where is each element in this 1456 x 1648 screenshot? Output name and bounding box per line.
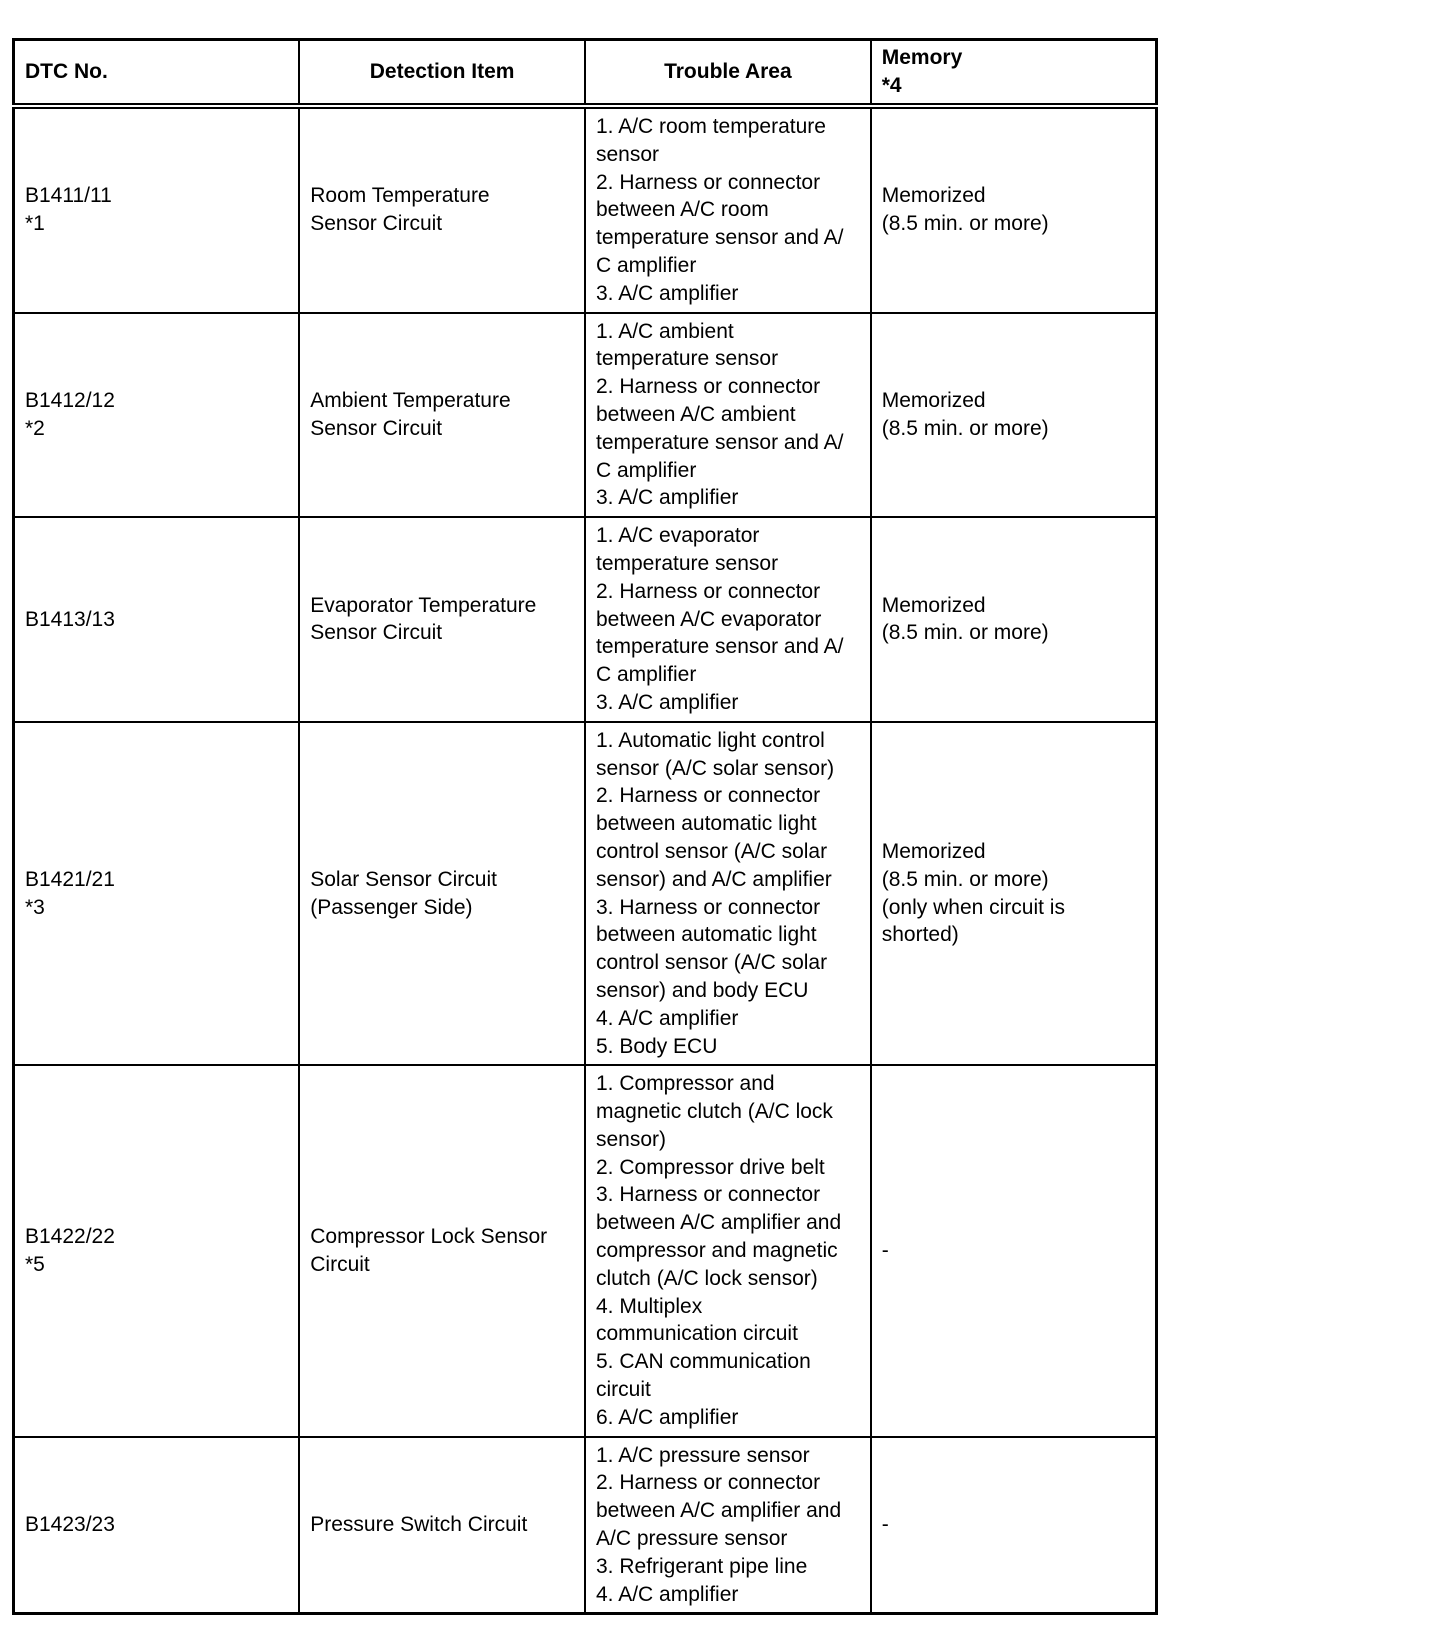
cell-dtc-no-line: B1421/21 [25, 867, 115, 891]
cell-memory-line: Memorized [881, 184, 986, 208]
cell-trouble-area-line: 3. Harness or connector [596, 1183, 821, 1207]
cell-detection-item-line: Ambient Temperature [310, 389, 511, 413]
table-row [14, 1065, 1157, 1436]
cell-trouble-area-line: A/C pressure sensor [596, 1527, 788, 1551]
cell-dtc-no-line: *3 [25, 895, 45, 919]
cell-trouble-area-line: C amplifier [596, 663, 697, 687]
cell-dtc-no-line: *2 [25, 416, 45, 440]
cell-trouble-area-line: 3. Harness or connector [596, 895, 821, 919]
cell-dtc-no-line: B1423/23 [25, 1513, 115, 1537]
cell-trouble-area-line: 3. A/C amplifier [596, 690, 739, 714]
header-memory-note: *4 [881, 74, 902, 97]
cell-dtc-no-line: B1422/22 [25, 1225, 115, 1249]
table-row [14, 1437, 1157, 1614]
cell-memory-line: Memorized [881, 839, 986, 863]
cell-detection-item [299, 722, 585, 1066]
cell-dtc-no-line: *5 [25, 1252, 45, 1276]
cell-memory-line: Memorized [881, 389, 986, 413]
cell-trouble-area-line: communication circuit [596, 1322, 798, 1346]
cell-trouble-area-line: between A/C amplifier and [596, 1499, 842, 1523]
cell-trouble-area-line: 2. Harness or connector [596, 170, 821, 194]
cell-trouble-area-line: 2. Compressor drive belt [596, 1155, 825, 1179]
table-header [14, 40, 1157, 107]
cell-trouble-area-line: sensor (A/C solar sensor) [596, 756, 835, 780]
cell-memory [871, 1065, 1157, 1436]
cell-memory-line: (8.5 min. or more) [881, 416, 1049, 440]
cell-detection-item-line: Circuit [310, 1252, 370, 1276]
header-row [14, 40, 1157, 107]
cell-trouble-area-line: 2. Harness or connector [596, 1471, 821, 1495]
cell-trouble-area-line: 4. A/C amplifier [596, 1006, 739, 1030]
cell-memory [871, 106, 1157, 313]
cell-trouble-area-line: between A/C ambient [596, 402, 796, 426]
cell-dtc-no [14, 313, 300, 518]
cell-detection-item-line: (Passenger Side) [310, 895, 473, 919]
dtc-table [12, 38, 1158, 1615]
cell-dtc-no-line: B1411/11 [25, 184, 112, 208]
cell-detection-item-line: Solar Sensor Circuit [310, 867, 497, 891]
cell-trouble-area-line: 1. A/C room temperature [596, 115, 826, 138]
cell-detection-item-line: Pressure Switch Circuit [310, 1513, 528, 1537]
cell-trouble-area-line: sensor [596, 142, 660, 166]
cell-memory [871, 517, 1157, 722]
cell-detection-item-line: Evaporator Temperature [310, 593, 537, 617]
cell-detection-item [299, 313, 585, 518]
cell-dtc-no [14, 517, 300, 722]
cell-memory-line: - [881, 1513, 889, 1537]
header-trouble-area: Trouble Area [585, 40, 871, 107]
cell-memory-line: Memorized [881, 593, 986, 617]
cell-trouble-area-line: clutch (A/C lock sensor) [596, 1266, 818, 1290]
header-dtc-no: DTC No. [14, 40, 300, 107]
cell-trouble-area-line: 4. A/C amplifier [596, 1582, 739, 1606]
cell-trouble-area-line: 1. A/C pressure sensor [596, 1443, 810, 1467]
cell-detection-item [299, 106, 585, 313]
cell-trouble-area-line: 3. A/C amplifier [596, 486, 739, 510]
cell-dtc-no-line: B1413/13 [25, 607, 115, 631]
cell-trouble-area-line: temperature sensor and A/ [596, 430, 844, 454]
cell-dtc-no [14, 1065, 300, 1436]
cell-trouble-area-line: C amplifier [596, 253, 697, 277]
cell-trouble-area-line: temperature sensor and A/ [596, 635, 844, 659]
cell-detection-item-line: Sensor Circuit [310, 416, 443, 440]
cell-trouble-area-line: control sensor (A/C solar [596, 839, 828, 863]
cell-detection-item [299, 1065, 585, 1436]
cell-memory-line: (8.5 min. or more) [881, 621, 1049, 645]
cell-memory [871, 313, 1157, 518]
cell-trouble-area-line: sensor) [596, 1127, 667, 1151]
table-row [14, 517, 1157, 722]
cell-detection-item-line: Sensor Circuit [310, 212, 443, 236]
cell-trouble-area-line: 1. A/C evaporator [596, 524, 760, 548]
table-body [14, 106, 1157, 1614]
cell-detection-item [299, 517, 585, 722]
cell-trouble-area-line: between A/C evaporator [596, 607, 822, 631]
cell-trouble-area-line: 1. Compressor and [596, 1072, 775, 1096]
cell-trouble-area-line: 1. A/C ambient [596, 319, 734, 343]
cell-trouble-area [585, 1065, 871, 1436]
cell-trouble-area-line: 6. A/C amplifier [596, 1405, 739, 1429]
cell-trouble-area-line: temperature sensor and A/ [596, 226, 844, 250]
header-detection-item: Detection Item [299, 40, 585, 107]
cell-trouble-area-line: temperature sensor [596, 551, 779, 575]
cell-trouble-area-line: temperature sensor [596, 347, 779, 371]
cell-trouble-area-line: 4. Multiplex [596, 1294, 703, 1318]
cell-memory-line: (8.5 min. or more) [881, 867, 1049, 891]
cell-trouble-area-line: C amplifier [596, 458, 697, 482]
cell-dtc-no [14, 1437, 300, 1614]
cell-trouble-area-line: circuit [596, 1378, 651, 1402]
cell-trouble-area-line: 2. Harness or connector [596, 784, 821, 808]
cell-trouble-area-line: 2. Harness or connector [596, 579, 821, 603]
cell-memory-line: - [881, 1239, 889, 1263]
cell-trouble-area [585, 517, 871, 722]
cell-trouble-area-line: between A/C room [596, 198, 769, 222]
cell-trouble-area-line: 2. Harness or connector [596, 375, 821, 399]
table-row [14, 722, 1157, 1066]
table-row [14, 106, 1157, 313]
cell-dtc-no-line: B1412/12 [25, 389, 115, 413]
cell-trouble-area-line: 5. CAN communication [596, 1350, 811, 1374]
table-row [14, 313, 1157, 518]
cell-dtc-no-line: *1 [25, 212, 45, 236]
cell-detection-item-line: Compressor Lock Sensor [310, 1225, 548, 1249]
cell-trouble-area-line: between automatic light [596, 812, 817, 836]
cell-trouble-area-line: 1. Automatic light control [596, 728, 825, 752]
cell-detection-item [299, 1437, 585, 1614]
cell-trouble-area-line: compressor and magnetic [596, 1239, 838, 1263]
cell-memory-line: shorted) [881, 923, 959, 947]
cell-memory [871, 722, 1157, 1066]
cell-trouble-area [585, 106, 871, 313]
cell-trouble-area-line: between A/C amplifier and [596, 1211, 842, 1235]
cell-trouble-area-line: sensor) and body ECU [596, 978, 809, 1002]
cell-dtc-no [14, 722, 300, 1066]
cell-memory-line: (8.5 min. or more) [881, 212, 1049, 236]
cell-detection-item-line: Sensor Circuit [310, 621, 443, 645]
cell-trouble-area-line: 3. Refrigerant pipe line [596, 1554, 808, 1578]
cell-trouble-area-line: between automatic light [596, 923, 817, 947]
cell-trouble-area-line: control sensor (A/C solar [596, 951, 828, 975]
header-memory [871, 40, 1157, 107]
cell-detection-item-line: Room Temperature [310, 184, 490, 208]
cell-trouble-area [585, 313, 871, 518]
cell-dtc-no [14, 106, 300, 313]
cell-trouble-area [585, 1437, 871, 1614]
cell-memory-line: (only when circuit is [881, 895, 1065, 919]
cell-trouble-area-line: 3. A/C amplifier [596, 281, 739, 305]
cell-memory [871, 1437, 1157, 1614]
cell-trouble-area-line: magnetic clutch (A/C lock [596, 1100, 833, 1124]
header-memory-label: Memory [881, 46, 963, 70]
cell-trouble-area-line: 5. Body ECU [596, 1034, 718, 1058]
cell-trouble-area-line: sensor) and A/C amplifier [596, 867, 832, 891]
cell-trouble-area [585, 722, 871, 1066]
